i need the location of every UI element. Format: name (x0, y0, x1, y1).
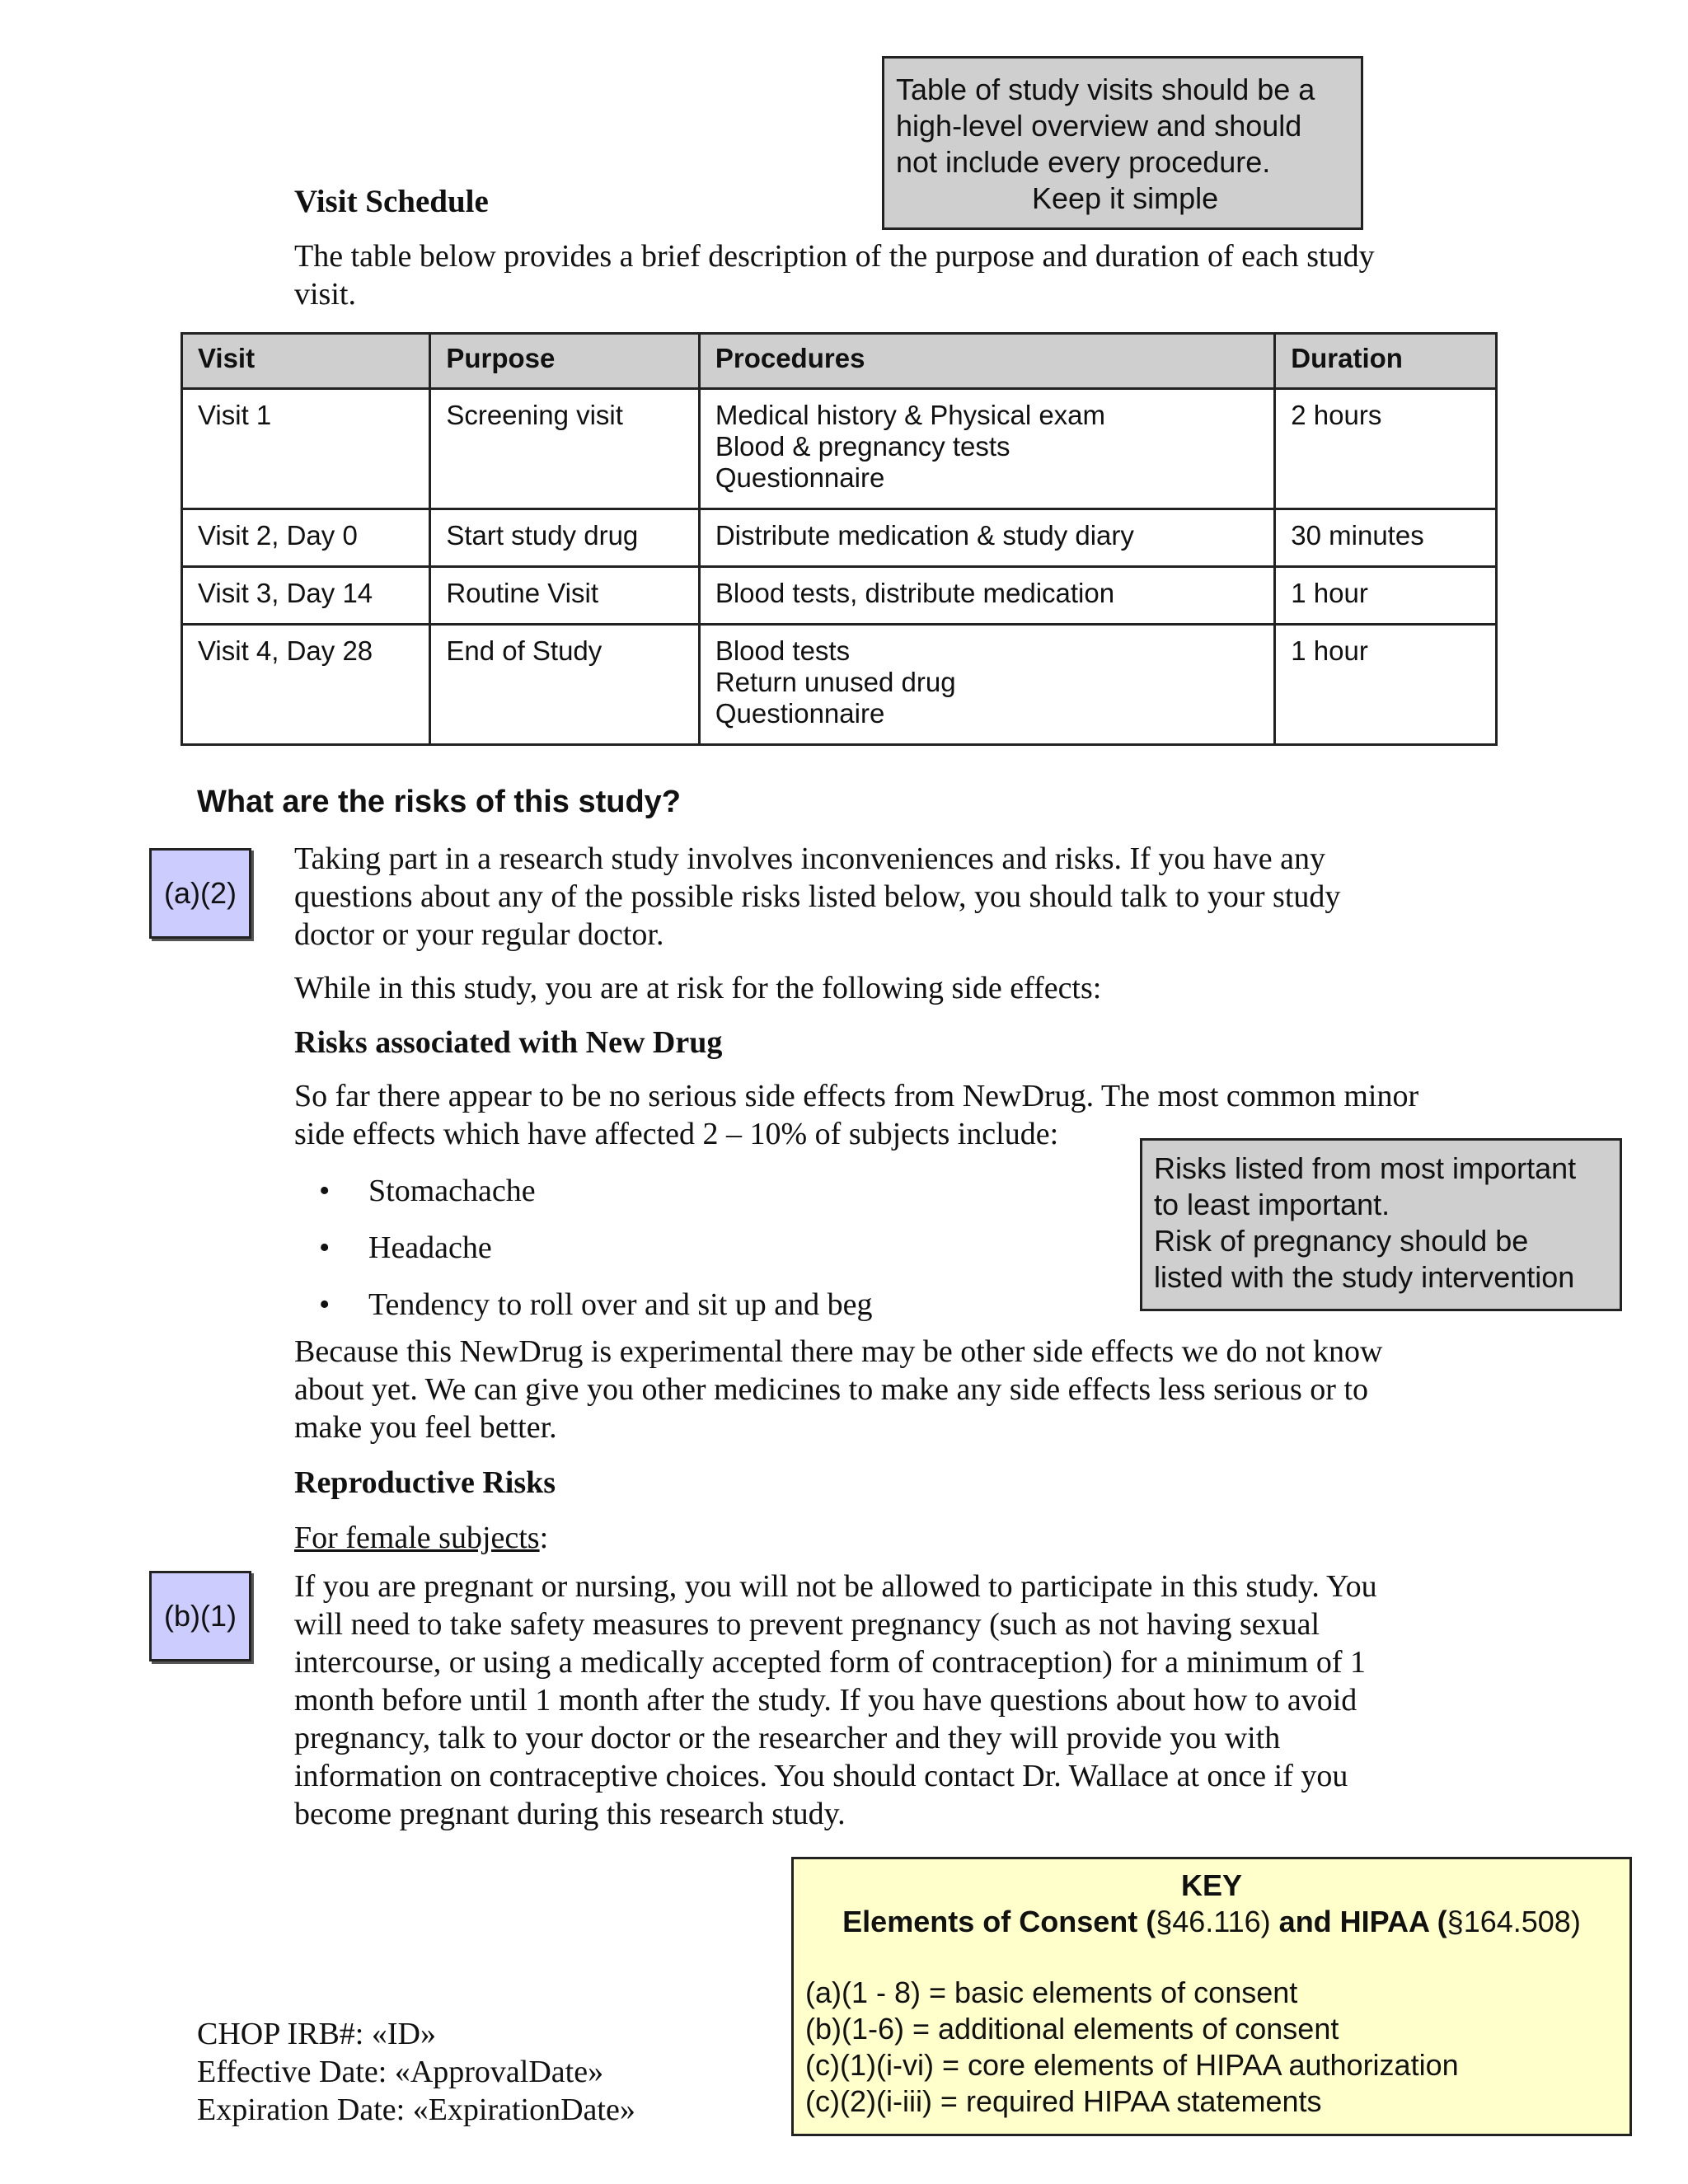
procedure-item: Blood tests (715, 635, 851, 666)
table-row (182, 567, 1497, 625)
list-item (294, 1286, 1118, 1324)
procedure-item: Questionnaire (715, 698, 885, 729)
text-line: intercourse, or using a medically accepted form of contraception) for a minimum of 1 (294, 1645, 1366, 1680)
header-duration: Duration (1275, 334, 1497, 389)
tag-a2: (a)(2) (149, 848, 251, 939)
reproductive-heading: Reproductive Risks (294, 1465, 556, 1500)
header-procedures: Procedures (699, 334, 1274, 389)
visit-table (181, 332, 1498, 746)
footer-irb: CHOP IRB#: «ID» (197, 2017, 436, 2051)
key-subtitle-part: §46.116) (1156, 1905, 1271, 1938)
text-line: pregnancy, talk to your doctor or the researcher and they will provide you with (294, 1721, 1281, 1755)
note-table-guidance (882, 56, 1363, 230)
key-items (794, 1975, 1629, 2120)
list-item (294, 1229, 1118, 1267)
intro-line: The table below provides a brief description of the purpose and duration of each study (294, 239, 1375, 274)
text-line: make you feel better. (294, 1410, 557, 1445)
key-item: (a)(1 - 8) = basic elements of consent (805, 1975, 1298, 2009)
female-label-colon: : (539, 1521, 549, 1555)
key-subtitle (794, 1904, 1629, 1940)
key-subtitle-part: §164.508) (1447, 1905, 1581, 1938)
cell-visit: Visit 2, Day 0 (182, 509, 430, 567)
cell-duration: 2 hours (1275, 389, 1497, 509)
intro-line: visit. (294, 277, 356, 312)
cell-duration: 1 hour (1275, 567, 1497, 625)
note-line: not include every procedure. (896, 145, 1271, 179)
procedure-item: Blood tests, distribute medication (715, 578, 1115, 608)
bullet-icon: • (319, 1174, 331, 1208)
cell-purpose: End of Study (430, 625, 700, 745)
cell-procedures (699, 389, 1274, 509)
new-drug-heading: Risks associated with New Drug (294, 1025, 723, 1060)
female-label-wrap (294, 1519, 548, 1557)
note-line: Table of study visits should be a (896, 73, 1315, 106)
cell-duration: 1 hour (1275, 625, 1497, 745)
text-line: will need to take safety measures to prevent pregnancy (such as not having sexual (294, 1607, 1320, 1642)
note-line: Keep it simple (1032, 181, 1219, 215)
text-line: information on contraceptive choices. You should contact Dr. Wallace at once if you (294, 1759, 1348, 1793)
risks-intro (294, 840, 1531, 954)
text-line: Taking part in a research study involves inconveniences and risks. If you have any (294, 841, 1325, 876)
cell-purpose: Start study drug (430, 509, 700, 567)
note-line: to least important. (1154, 1188, 1390, 1221)
side-effect-text: Stomachache (368, 1174, 536, 1208)
tag-b1: (b)(1) (149, 1571, 251, 1661)
text-line: side effects which have affected 2 – 10% of subjects include: (294, 1117, 1059, 1151)
side-effects-intro: While in this study, you are at risk for the following side effects: (294, 971, 1102, 1005)
footer (197, 2015, 635, 2129)
procedure-item: Blood & pregnancy tests (715, 431, 1010, 462)
table-row (182, 625, 1497, 745)
procedure-item: Distribute medication & study diary (715, 520, 1134, 551)
text-line: Because this NewDrug is experimental there may be other side effects we do not know (294, 1334, 1383, 1369)
side-effects-list (294, 1172, 1118, 1324)
cell-procedures (699, 509, 1274, 567)
visit-schedule-title: Visit Schedule (294, 184, 489, 219)
cell-purpose: Screening visit (430, 389, 700, 509)
key-subtitle-part: and HIPAA ( (1270, 1905, 1447, 1938)
cell-visit: Visit 3, Day 14 (182, 567, 430, 625)
cell-purpose: Routine Visit (430, 567, 700, 625)
note-line: Risks listed from most important (1154, 1151, 1577, 1185)
bullet-icon: • (319, 1230, 331, 1265)
procedure-item: Return unused drug (715, 667, 956, 697)
text-line: about yet. We can give you other medicines to make any side effects less serious or to (294, 1372, 1369, 1407)
visit-schedule-intro (294, 237, 1531, 313)
procedure-item: Medical history & Physical exam (715, 400, 1106, 430)
risks-heading: What are the risks of this study? (197, 785, 681, 819)
side-effect-text: Headache (368, 1230, 492, 1265)
side-effect-text: Tendency to roll over and sit up and beg (368, 1287, 873, 1322)
experimental-text (294, 1333, 1531, 1446)
cell-procedures (699, 625, 1274, 745)
procedure-item: Questionnaire (715, 462, 885, 493)
pregnancy-text (294, 1568, 1531, 1833)
cell-procedures (699, 567, 1274, 625)
note-line: Risk of pregnancy should be (1154, 1224, 1529, 1258)
cell-visit: Visit 4, Day 28 (182, 625, 430, 745)
text-line: month before until 1 month after the study. If you have questions about how to avoid (294, 1683, 1357, 1718)
key-box (791, 1857, 1632, 2136)
table-row (182, 509, 1497, 567)
key-subtitle-part: Elements of Consent ( (842, 1905, 1156, 1938)
cell-visit: Visit 1 (182, 389, 430, 509)
note-line: high-level overview and should (896, 109, 1302, 143)
footer-effective-date: Effective Date: «ApprovalDate» (197, 2055, 604, 2089)
key-item: (c)(2)(i-iii) = required HIPAA statements (805, 2084, 1322, 2118)
text-line: If you are pregnant or nursing, you will not be allowed to participate in this study. You (294, 1569, 1377, 1604)
header-visit: Visit (182, 334, 430, 389)
bullet-icon: • (319, 1287, 331, 1322)
text-line: become pregnant during this research study. (294, 1797, 846, 1831)
text-line: So far there appear to be no serious side effects from NewDrug. The most common minor (294, 1079, 1419, 1113)
key-item: (b)(1-6) = additional elements of consent (805, 2012, 1339, 2046)
female-label: For female subjects (294, 1521, 540, 1555)
text-line: doctor or your regular doctor. (294, 917, 664, 952)
list-item (294, 1172, 1118, 1210)
table-row (182, 389, 1497, 509)
side-effects-list-wrap (294, 1172, 1118, 1343)
note-line: listed with the study intervention (1154, 1260, 1575, 1294)
header-purpose: Purpose (430, 334, 700, 389)
key-title: KEY (1180, 1868, 1243, 1902)
key-item: (c)(1)(i-vi) = core elements of HIPAA authorization (805, 2048, 1459, 2082)
table-header-row (182, 334, 1497, 389)
note-risk-ordering (1140, 1138, 1622, 1311)
footer-expiration-date: Expiration Date: «ExpirationDate» (197, 2093, 635, 2127)
text-line: questions about any of the possible risks listed below, you should talk to your study (294, 879, 1341, 914)
cell-duration: 30 minutes (1275, 509, 1497, 567)
